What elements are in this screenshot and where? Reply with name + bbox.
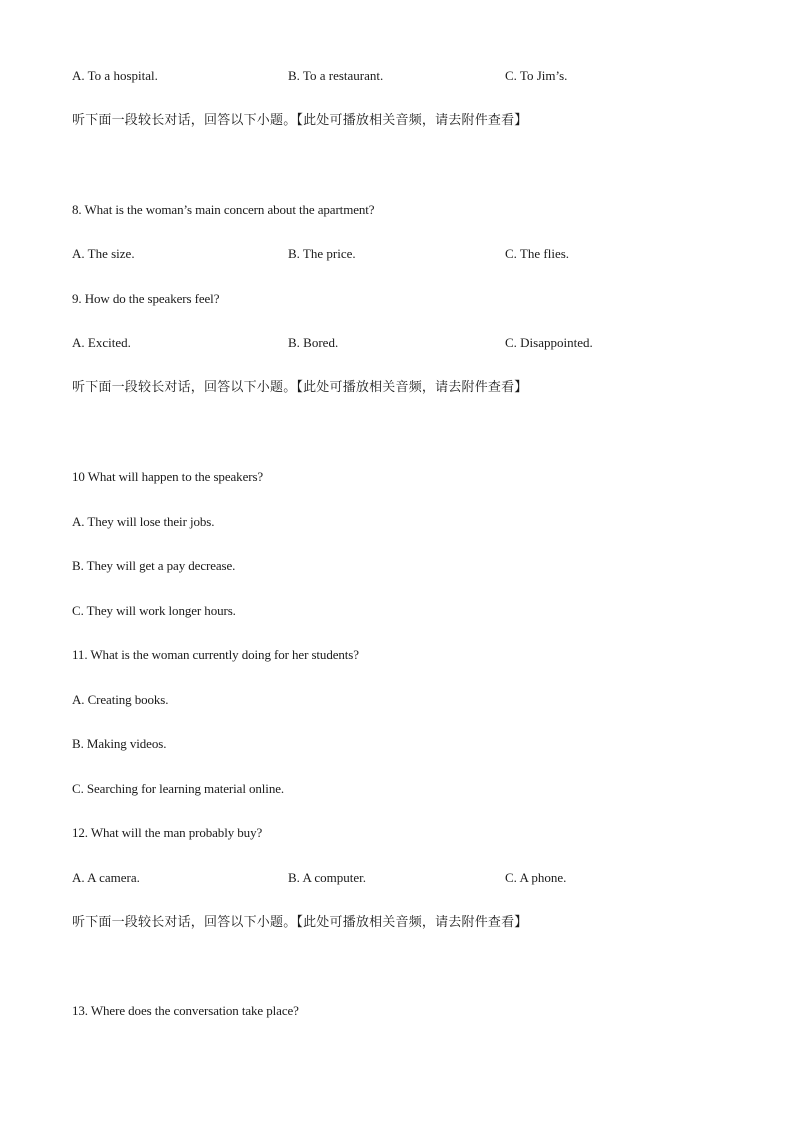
q8-option-c: C. The flies.: [505, 246, 570, 261]
q12-option-a: A. A camera.: [72, 870, 140, 885]
q11-question: 11. What is the woman currently doing for her students?: [72, 647, 359, 662]
q7-option-c: C. To Jim’s.: [505, 68, 568, 83]
q9-option-b: B. Bored.: [288, 335, 339, 350]
q11-option-b: B. Making videos.: [72, 736, 167, 751]
q12-option-c: C. A phone.: [505, 870, 567, 885]
q8-option-a: A. The size.: [72, 246, 135, 261]
q10-question: 10 What will happen to the speakers?: [72, 469, 264, 484]
q11-option-a: A. Creating books.: [72, 692, 169, 707]
q10-option-b: B. They will get a pay decrease.: [72, 558, 236, 573]
q12-option-b: B. A computer.: [288, 870, 366, 885]
q9-option-c: C. Disappointed.: [505, 335, 593, 350]
q11-option-c: C. Searching for learning material online.: [72, 781, 285, 796]
q10-option-a: A. They will lose their jobs.: [72, 514, 215, 529]
q8-option-b: B. The price.: [288, 246, 356, 261]
listening-instruction-1: 听下面一段较长对话，回答以下小题。【此处可播放相关音频，请去附件查看】: [72, 113, 528, 128]
q7-option-a: A. To a hospital.: [72, 68, 158, 83]
q8-question: 8. What is the woman’s main concern about the apartment?: [72, 202, 375, 217]
q13-question: 13. Where does the conversation take place?: [72, 1003, 299, 1018]
q9-option-a: A. Excited.: [72, 335, 131, 350]
listening-instruction-2: 听下面一段较长对话，回答以下小题。【此处可播放相关音频，请去附件查看】: [72, 380, 528, 395]
listening-instruction-3: 听下面一段较长对话，回答以下小题。【此处可播放相关音频，请去附件查看】: [72, 915, 528, 930]
q9-question: 9. How do the speakers feel?: [72, 291, 220, 306]
q12-question: 12. What will the man probably buy?: [72, 825, 263, 840]
q7-option-b: B. To a restaurant.: [288, 68, 384, 83]
q10-option-c: C. They will work longer hours.: [72, 603, 236, 618]
